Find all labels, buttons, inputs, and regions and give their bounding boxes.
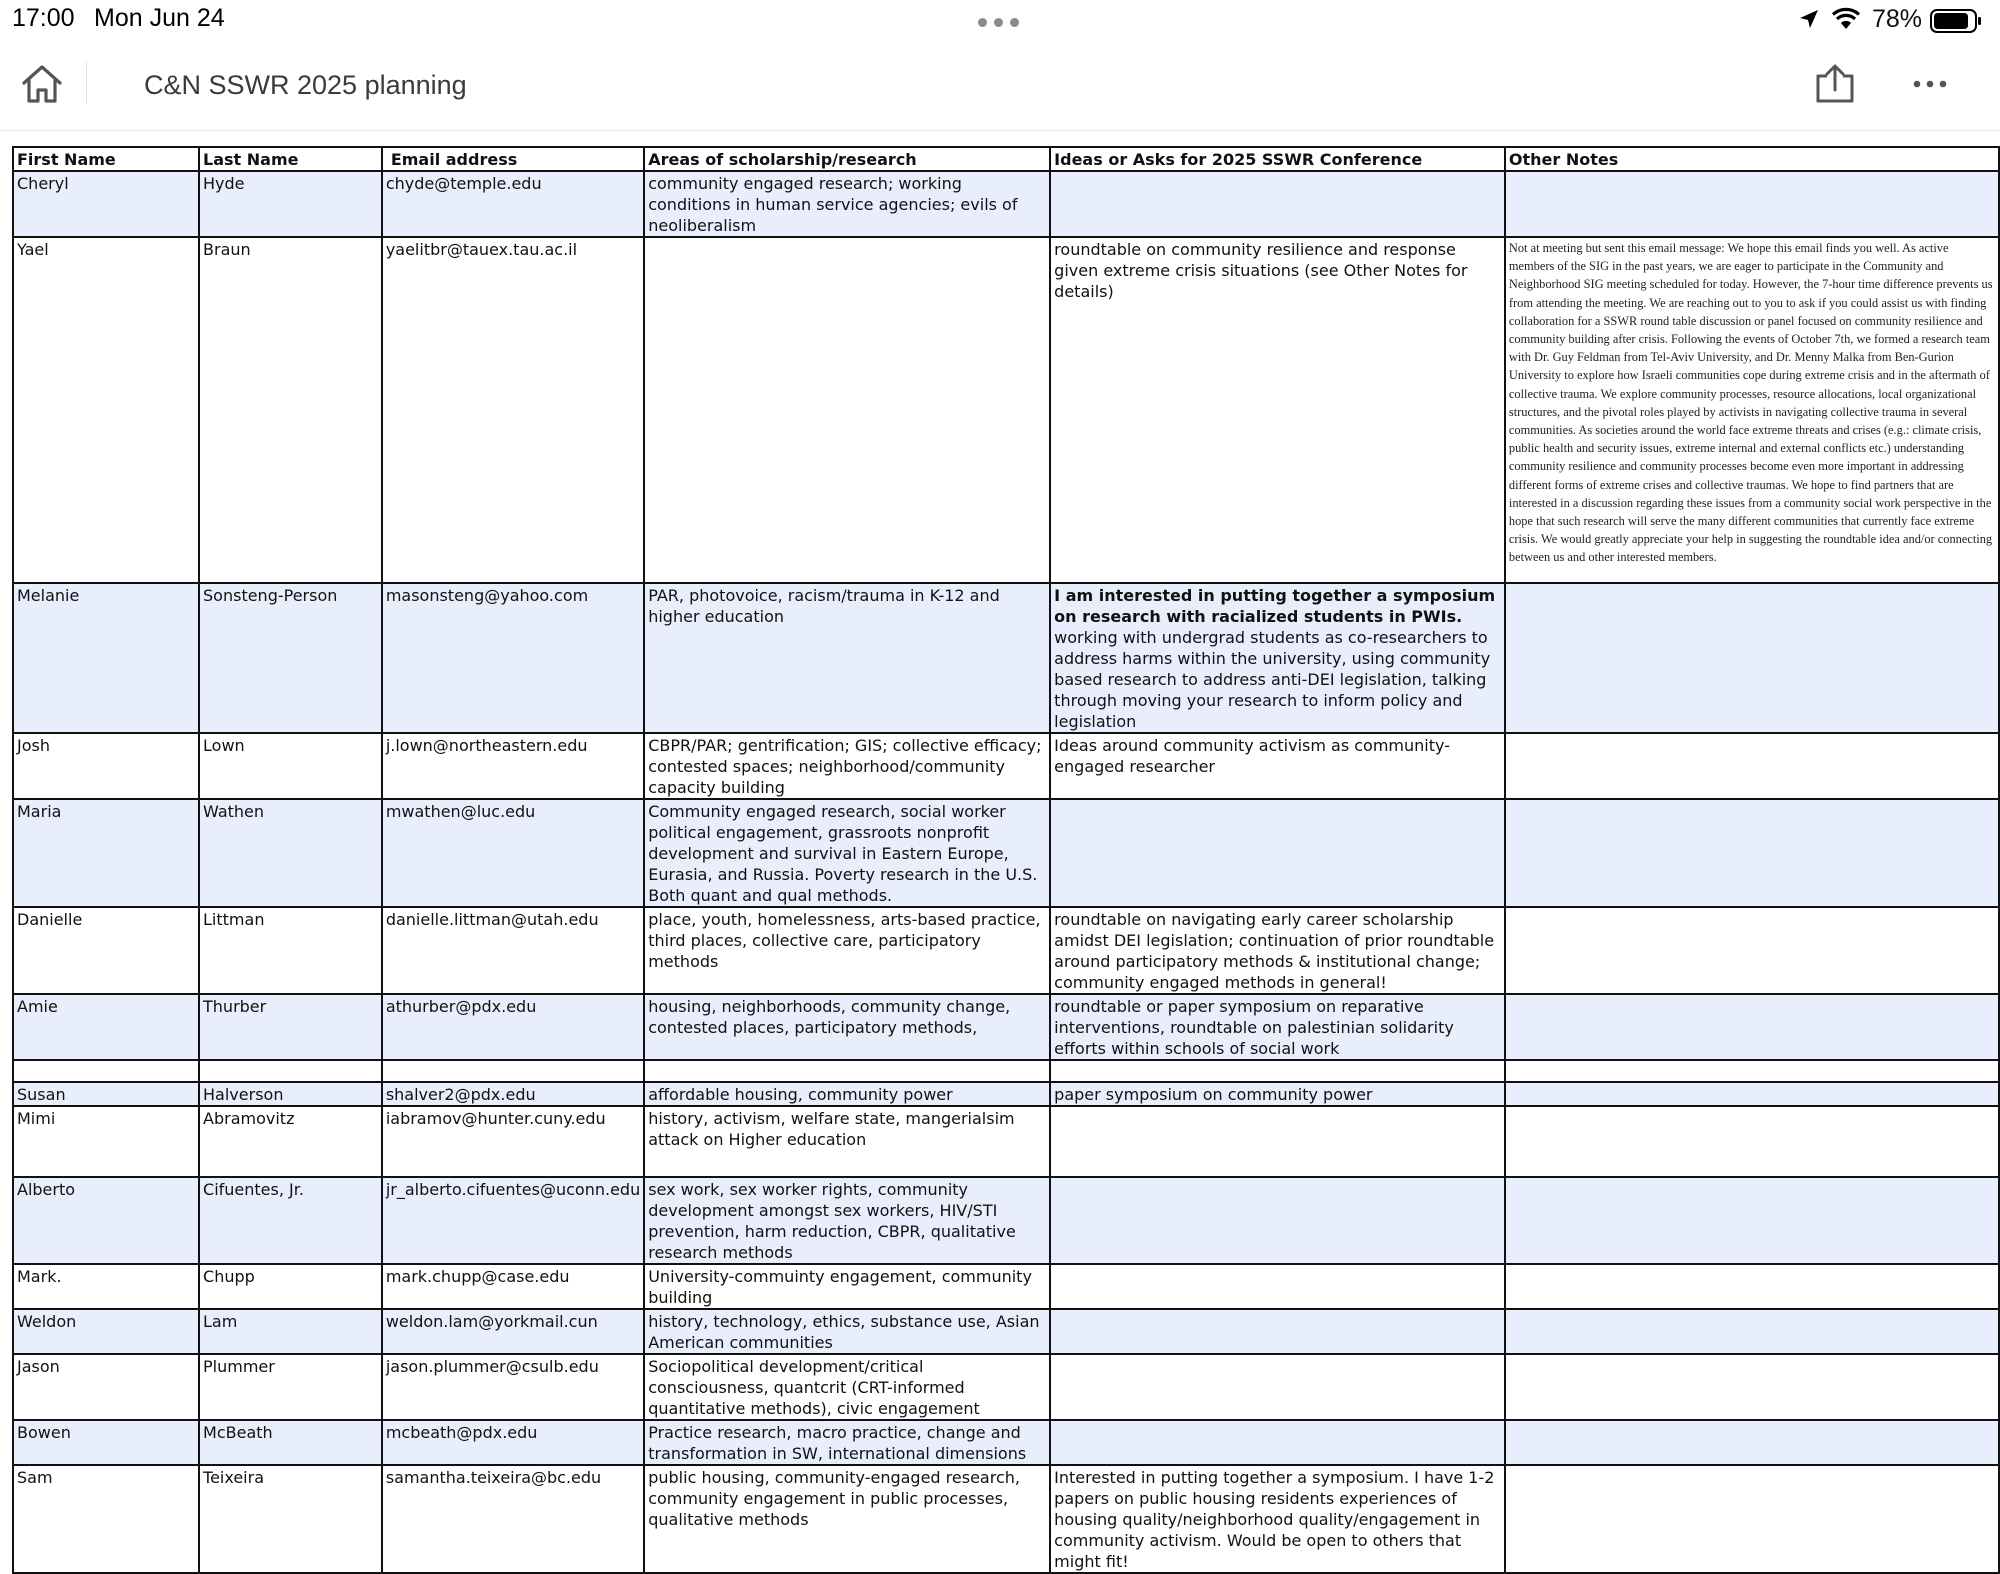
- cell-areas[interactable]: CBPR/PAR; gentrification; GIS; collective efficacy; contested spaces; neighborhood/community capacity building: [644, 733, 1050, 799]
- data-table: [12, 146, 2000, 1574]
- cell-areas[interactable]: Community engaged research, social worker political engagement, grassroots nonprofit development and survival in Eastern Europe, Eurasia, and Russia. Poverty research in the U.S. Both quant and qual methods.: [644, 799, 1050, 907]
- cell-first-name[interactable]: Mark.: [13, 1264, 199, 1309]
- table-row: [13, 1309, 1999, 1354]
- cell-areas[interactable]: [644, 237, 1050, 583]
- battery-icon: [1930, 9, 1982, 33]
- cell-notes[interactable]: [1505, 907, 1999, 994]
- table-row: [13, 171, 1999, 237]
- header-cell[interactable]: Last Name: [199, 147, 382, 171]
- cell-last-name[interactable]: Lown: [199, 733, 382, 799]
- status-bar: [0, 0, 2000, 40]
- cell-ideas[interactable]: Interested in putting together a symposium. I have 1-2 papers on public housing residents experiences of housing quality/neighborhood quality/engagement in community activism. Would be open to others that might fit!: [1050, 1465, 1505, 1573]
- cell-last-name[interactable]: Sonsteng-Person: [199, 583, 382, 733]
- cell-last-name[interactable]: Chupp: [199, 1264, 382, 1309]
- cell-notes[interactable]: [1505, 171, 1999, 237]
- cell-areas[interactable]: [644, 1060, 1050, 1082]
- more-horizontal-icon[interactable]: [1912, 77, 1948, 91]
- cell-ideas[interactable]: [1050, 1420, 1505, 1465]
- document-title: C&N SSWR 2025 planning: [144, 70, 467, 100]
- cell-notes[interactable]: [1505, 1420, 1999, 1465]
- cell-areas[interactable]: place, youth, homelessness, arts-based practice, third places, collective care, participatory methods: [644, 907, 1050, 994]
- status-indicators: [1742, 5, 1982, 35]
- table-row: [13, 1354, 1999, 1420]
- cell-ideas[interactable]: roundtable or paper symposium on reparative interventions, roundtable on palestinian solidarity efforts within schools of social work: [1050, 994, 1505, 1060]
- cell-last-name[interactable]: Halverson: [199, 1082, 382, 1106]
- cell-first-name[interactable]: Melanie: [13, 583, 199, 733]
- cell-last-name[interactable]: Abramovitz: [199, 1106, 382, 1177]
- header-cell[interactable]: Areas of scholarship/research: [644, 147, 1050, 171]
- cell-last-name[interactable]: Cifuentes, Jr.: [199, 1177, 382, 1264]
- header-cell[interactable]: Ideas or Asks for 2025 SSWR Conference: [1050, 147, 1505, 171]
- cell-email[interactable]: j.lown@northeastern.edu: [382, 733, 644, 799]
- cell-notes[interactable]: [1505, 583, 1999, 733]
- cell-email[interactable]: athurber@pdx.edu: [382, 994, 644, 1060]
- cell-last-name[interactable]: [199, 1060, 382, 1082]
- cell-areas[interactable]: history, activism, welfare state, mangerialsim attack on Higher education: [644, 1106, 1050, 1177]
- cell-first-name[interactable]: Yael: [13, 237, 199, 583]
- cell-first-name[interactable]: Josh: [13, 733, 199, 799]
- cell-ideas[interactable]: [1050, 1354, 1505, 1420]
- share-icon[interactable]: [1814, 64, 1856, 104]
- cell-ideas[interactable]: paper symposium on community power: [1050, 1082, 1505, 1106]
- cell-ideas[interactable]: [1050, 1060, 1505, 1082]
- status-time: 17:00: [12, 4, 75, 32]
- cell-last-name[interactable]: Littman: [199, 907, 382, 994]
- ideas-text: working with undergrad students as co-researchers to address harms within the university, using community based research to address anti-DEI legislation, talking through moving your research to inform policy and legislation: [1054, 628, 1491, 731]
- cell-first-name[interactable]: [13, 1060, 199, 1082]
- cell-ideas[interactable]: roundtable on navigating early career scholarship amidst DEI legislation; continuation of prior roundtable around participatory methods & institutional change; community engaged methods in general!: [1050, 907, 1505, 994]
- cell-areas[interactable]: public housing, community-engaged research, community engagement in public processes, qualitative methods: [644, 1465, 1050, 1573]
- cell-email[interactable]: masonsteng@yahoo.com: [382, 583, 644, 733]
- cell-notes[interactable]: [1505, 1309, 1999, 1354]
- cell-email[interactable]: mcbeath@pdx.edu: [382, 1420, 644, 1465]
- cell-email[interactable]: weldon.lam@yorkmail.cun: [382, 1309, 644, 1354]
- table-row: [13, 1420, 1999, 1465]
- cell-first-name[interactable]: Alberto: [13, 1177, 199, 1264]
- cell-notes[interactable]: [1505, 1465, 1999, 1573]
- cell-first-name[interactable]: Mimi: [13, 1106, 199, 1177]
- cell-areas[interactable]: Sociopolitical development/critical consciousness, quantcrit (CRT-informed quantitative methods), civic engagement: [644, 1354, 1050, 1420]
- status-date: Mon Jun 24: [94, 4, 225, 32]
- cell-last-name[interactable]: Thurber: [199, 994, 382, 1060]
- cell-areas[interactable]: community engaged research; working conditions in human service agencies; evils of neoliberalism: [644, 171, 1050, 237]
- cell-last-name[interactable]: Wathen: [199, 799, 382, 907]
- cell-ideas[interactable]: [1050, 1177, 1505, 1264]
- table-row: [13, 1060, 1999, 1082]
- cell-last-name[interactable]: Hyde: [199, 171, 382, 237]
- cell-areas[interactable]: PAR, photovoice, racism/trauma in K-12 and higher education: [644, 583, 1050, 733]
- cell-email[interactable]: chyde@temple.edu: [382, 171, 644, 237]
- cell-last-name[interactable]: Plummer: [199, 1354, 382, 1420]
- toolbar-border: [0, 130, 2000, 131]
- cell-first-name[interactable]: Maria: [13, 799, 199, 907]
- cell-areas[interactable]: history, technology, ethics, substance use, Asian American communities: [644, 1309, 1050, 1354]
- cell-email[interactable]: samantha.teixeira@bc.edu: [382, 1465, 644, 1573]
- cell-notes[interactable]: [1505, 1082, 1999, 1106]
- cell-email[interactable]: jr_alberto.cifuentes@uconn.edu: [382, 1177, 644, 1264]
- cell-notes[interactable]: [1505, 1060, 1999, 1082]
- wifi-icon: [1832, 7, 1860, 31]
- cell-email[interactable]: iabramov@hunter.cuny.edu: [382, 1106, 644, 1177]
- cell-last-name[interactable]: Lam: [199, 1309, 382, 1354]
- cell-notes[interactable]: [1505, 1354, 1999, 1420]
- cell-first-name[interactable]: Jason: [13, 1354, 199, 1420]
- cell-notes[interactable]: [1505, 994, 1999, 1060]
- cell-notes[interactable]: [1505, 799, 1999, 907]
- table-row: [13, 994, 1999, 1060]
- cell-areas[interactable]: housing, neighborhoods, community change, contested places, participatory methods,: [644, 994, 1050, 1060]
- cell-first-name[interactable]: Amie: [13, 994, 199, 1060]
- cell-notes[interactable]: Not at meeting but sent this email message: We hope this email finds you well. As active members of the SIG in the past years, we are eager to participate in the Community and Neighborhood SIG meeting scheduled for today. However, the 7-hour time difference prevents us from attending the meeting. We are reaching out to you to ask if you could assist us with finding collaboration for a SSWR round table discussion or panel focused on community resilience and community building after crisis. Following the events of October 7th, we formed a research team with Dr. Guy Feldman from Tel-Aviv University, and Dr. Menny Malka from Ben-Gurion University to explore how Israeli communities cope during extreme crisis and in the aftermath of collective trauma. We explore community processes, resource allocations, local organizational structures, and the pivotal roles played by activists in navigating collective trauma in several communities. As societies around the world face extreme threats and crises (e.g.: climate crisis, public health and security issues, extreme internal and external conflicts etc.) understanding community resilience and community processes become even more important in addressing different forms of extreme crises and collective traumas. We hope to find partners that are interested in a discussion regarding these issues from a community social work perspective in the hope that such research will serve the many different communities that currently face extreme crisis. We would greatly appreciate your help in suggesting the roundtable idea and/or connecting between us and other interested members.: [1505, 237, 1999, 583]
- cell-email[interactable]: [382, 1060, 644, 1082]
- home-icon[interactable]: [20, 63, 64, 105]
- table-row: [13, 237, 1999, 583]
- cell-ideas[interactable]: [1050, 583, 1505, 733]
- cell-last-name[interactable]: Braun: [199, 237, 382, 583]
- battery-percentage: 78%: [1871, 5, 1922, 33]
- cell-first-name[interactable]: Weldon: [13, 1309, 199, 1354]
- cell-notes[interactable]: [1505, 1264, 1999, 1309]
- cell-ideas[interactable]: [1050, 1309, 1505, 1354]
- cell-email[interactable]: danielle.littman@utah.edu: [382, 907, 644, 994]
- cell-notes[interactable]: [1505, 733, 1999, 799]
- table-row: [13, 733, 1999, 799]
- cell-last-name[interactable]: Teixeira: [199, 1465, 382, 1573]
- table-row: [13, 1106, 1999, 1177]
- table-row: [13, 907, 1999, 994]
- cell-areas[interactable]: sex work, sex worker rights, community development amongst sex workers, HIV/STI prevention, harm reduction, CBPR, qualitative research methods: [644, 1177, 1050, 1264]
- cell-first-name[interactable]: Sam: [13, 1465, 199, 1573]
- cell-areas[interactable]: Practice research, macro practice, change and transformation in SW, international dimensions: [644, 1420, 1050, 1465]
- table-row: [13, 1082, 1999, 1106]
- cell-areas[interactable]: University-commuinty engagement, community building: [644, 1264, 1050, 1309]
- cell-ideas[interactable]: roundtable on community resilience and response given extreme crisis situations (see Other Notes for details): [1050, 237, 1505, 583]
- cell-email[interactable]: mwathen@luc.edu: [382, 799, 644, 907]
- multitasking-dots-icon[interactable]: [978, 18, 1022, 28]
- cell-first-name[interactable]: Danielle: [13, 907, 199, 994]
- cell-first-name[interactable]: Susan: [13, 1082, 199, 1106]
- table-row: [13, 1465, 1999, 1573]
- toolbar-divider: [86, 62, 87, 104]
- table-row: [13, 1264, 1999, 1309]
- table-row: [13, 799, 1999, 907]
- cell-ideas[interactable]: [1050, 171, 1505, 237]
- header-cell[interactable]: Other Notes: [1505, 147, 1999, 171]
- cell-notes[interactable]: [1505, 1177, 1999, 1264]
- cell-ideas[interactable]: [1050, 1264, 1505, 1309]
- table-row: [13, 1177, 1999, 1264]
- table-row: [13, 583, 1999, 733]
- location-arrow-icon: [1798, 8, 1820, 30]
- header-cell[interactable]: Email address: [382, 147, 644, 171]
- header-cell[interactable]: First Name: [13, 147, 199, 171]
- ideas-bold-text: I am interested in putting together a symposium on research with racialized students in PWIs.: [1054, 586, 1496, 626]
- cell-email[interactable]: yaelitbr@tauex.tau.ac.il: [382, 237, 644, 583]
- cell-ideas[interactable]: [1050, 1106, 1505, 1177]
- cell-email[interactable]: jason.plummer@csulb.edu: [382, 1354, 644, 1420]
- cell-notes[interactable]: [1505, 1106, 1999, 1177]
- spreadsheet: [12, 146, 2000, 1574]
- cell-ideas[interactable]: [1050, 799, 1505, 907]
- cell-email[interactable]: mark.chupp@case.edu: [382, 1264, 644, 1309]
- cell-email[interactable]: shalver2@pdx.edu: [382, 1082, 644, 1106]
- cell-first-name[interactable]: Cheryl: [13, 171, 199, 237]
- cell-areas[interactable]: affordable housing, community power: [644, 1082, 1050, 1106]
- cell-ideas[interactable]: Ideas around community activism as community-engaged researcher: [1050, 733, 1505, 799]
- cell-last-name[interactable]: McBeath: [199, 1420, 382, 1465]
- header-row: [13, 147, 1999, 171]
- document-toolbar: [0, 44, 2000, 130]
- cell-first-name[interactable]: Bowen: [13, 1420, 199, 1465]
